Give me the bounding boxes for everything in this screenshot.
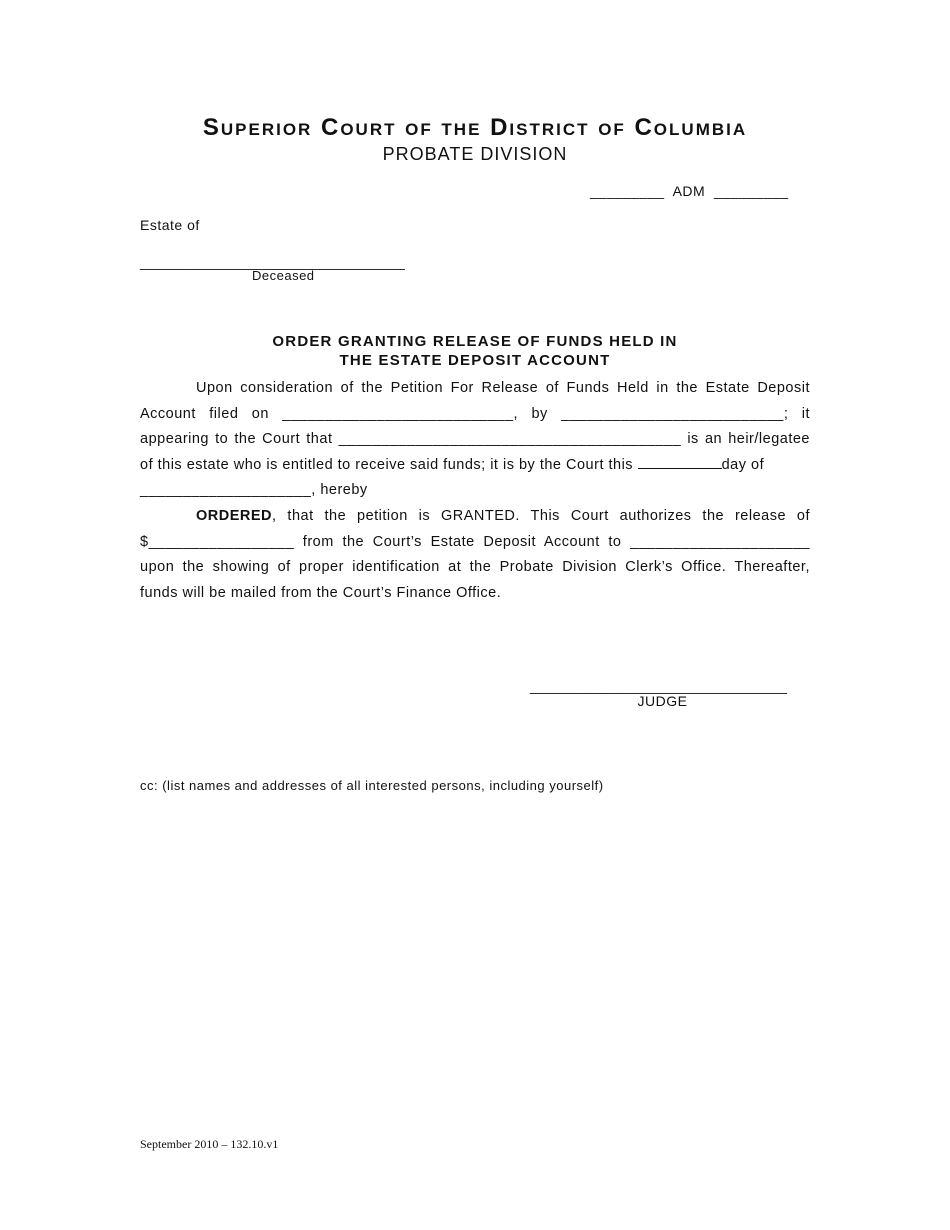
court-title: Superior Court of the District of Columbia: [202, 114, 748, 141]
body-line-filing-date[interactable]: Account filed on ___________________________, by __________________________; it: [140, 405, 810, 422]
body-line-heir[interactable]: appearing to the Court that ________________________________________ is an heir/legatee: [140, 431, 810, 448]
ordered-word: ORDERED: [196, 507, 273, 524]
adm-case-number-field[interactable]: _________ ADM _________: [590, 183, 789, 199]
day-field[interactable]: [638, 454, 722, 469]
ordered-line: ORDERED, that the petition is GRANTED. This Court authorizes the release of: [196, 507, 810, 524]
body-line-month[interactable]: ____________________, hereby: [140, 482, 368, 499]
division-title: PROBATE DIVISION: [382, 144, 568, 164]
form-version-footer: September 2010 – 132.10.v1: [140, 1137, 279, 1151]
body-line: funds will be mailed from the Court’s Finance Office.: [140, 584, 502, 601]
judge-signature-field[interactable]: _________________________________: [530, 678, 787, 694]
cc-instructions: cc: (list names and addresses of all interested persons, including yourself): [140, 778, 604, 793]
deceased-label: Deceased: [252, 268, 315, 283]
decedent-name-field[interactable]: __________________________________: [140, 254, 405, 270]
body-line-day: of this estate who is entitled to receive said funds; it is by the Court this day of: [140, 453, 810, 479]
judge-label: JUDGE: [637, 693, 688, 709]
body-line: Upon consideration of the Petition For Release of Funds Held in the Estate Deposit: [196, 380, 810, 396]
order-body: [140, 376, 810, 606]
order-title: [0, 332, 950, 370]
body-line-amount[interactable]: $_________________ from the Court’s Estate Deposit Account to _____________________: [140, 533, 810, 550]
estate-of-label: Estate of: [140, 217, 200, 233]
body-line: upon the showing of proper identification at the Probate Division Clerk’s Office. Thereafter,: [140, 559, 810, 576]
order-title-line-2: THE ESTATE DEPOSIT ACCOUNT: [339, 352, 611, 369]
order-title-line-1: ORDER GRANTING RELEASE OF FUNDS HELD IN: [272, 333, 678, 350]
